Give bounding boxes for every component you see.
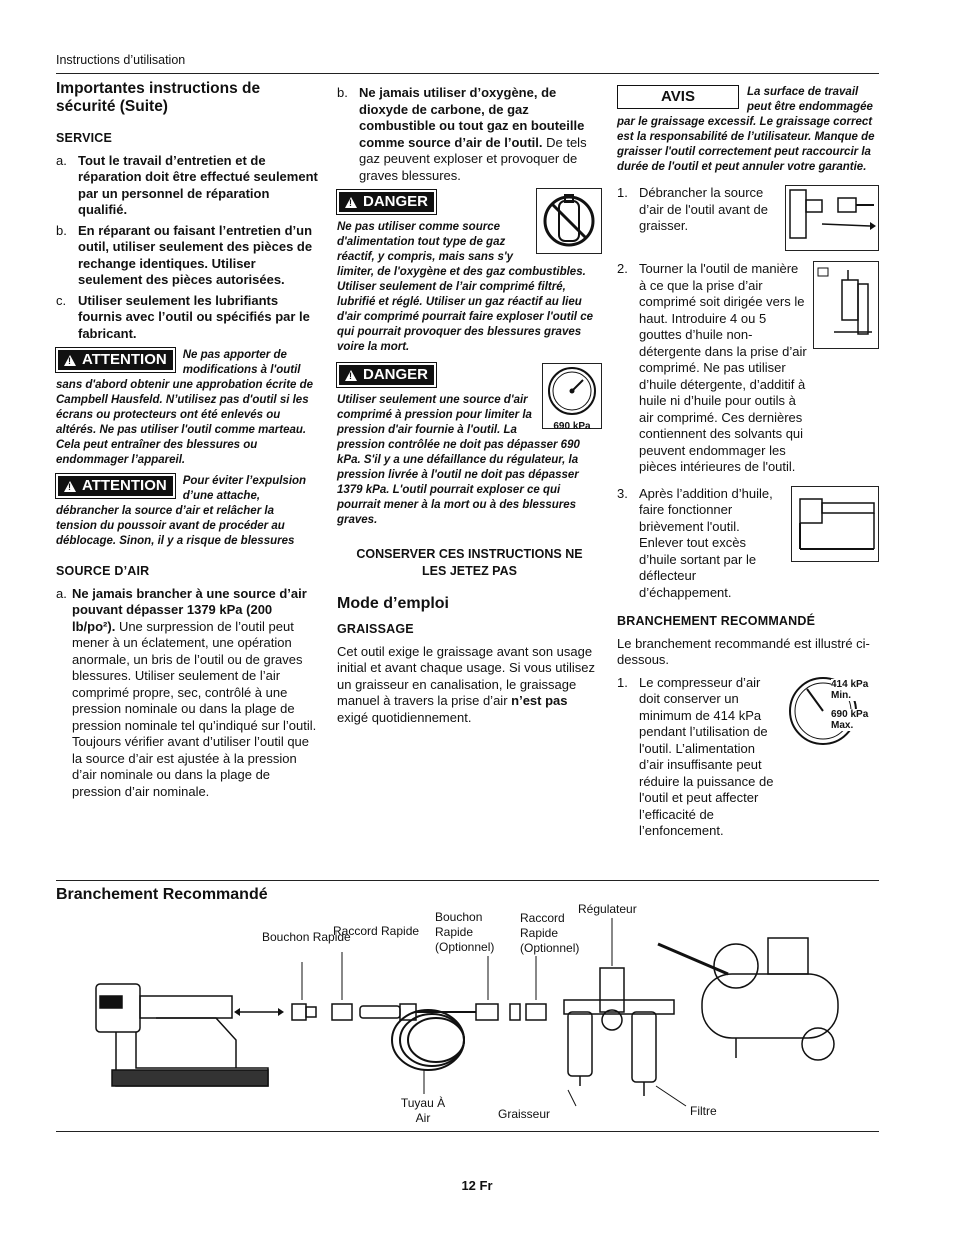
pressure-gauge-icon <box>542 363 602 432</box>
attention-text: Ne pas apporter de modifications à l'outil sans d'abord obtenir une approbation écrite de Campbell Hausfeld. N’utilisez pas d'outil si les écrans ou protecteurs ont été enlevés ou altérés. Ne pas utiliser l'outil comme marteau. Cela peut entraîner des blessures ou endommager l’appareil. <box>56 349 314 466</box>
danger-badge: ! DANGER <box>337 190 436 214</box>
page-header: Instructions d’utilisation <box>56 53 186 67</box>
label-bouchon-rapide: Bouchon Rapide <box>262 930 351 944</box>
air-source-heading: SOURCE D’AIR <box>56 564 150 578</box>
label-filtre: Filtre <box>690 1104 717 1118</box>
avis-text: La surface de travail peut être endommagée par le graissage excessif. Le graissage correct est la responsabilité de l’utilisateur. Manque de graisser l'outil correctement peut raccourcir la durée de l'outil et peut annuler votre garantie. <box>617 86 875 173</box>
step-1 <box>617 185 879 253</box>
diagram-divider-top <box>56 880 879 881</box>
page-number: 12 Fr <box>461 1178 493 1193</box>
list-item: b. Ne jamais utiliser d’oxygène, de dioxyde de carbone, de gaz combustible ou tout gaz en bouteille comme source d’air de l’outil. De tels gaz peuvent exploser et provoquer de graves blessures. <box>337 85 587 183</box>
list-item: 1. Le compresseur d’air doit conserver un minimum de 414 kPa pendant l’utilisation de l'outil. L’alimentation d’air insuffisante peut réduire la puissance de l'outil et peut affecter l’efficacité de l’enfoncement. <box>617 674 774 838</box>
graissage-heading: GRAISSAGE <box>337 622 414 636</box>
diagram-title: Branchement Recommandé <box>56 886 268 903</box>
list-item: c. Utiliser seulement les lubrifiants fournis avec l’outil ou spécifiés par le fabricant. <box>56 292 310 341</box>
gauge-label: 690 kPa <box>553 420 591 432</box>
diagram-divider-bottom <box>56 1131 879 1132</box>
avis-badge: AVIS <box>617 85 739 109</box>
connection-diagram <box>56 900 879 1128</box>
label-tuyau: Tuyau À Air <box>400 1096 446 1125</box>
step-3 <box>617 486 879 606</box>
danger-badge: ! DANGER <box>337 363 436 387</box>
avis-block <box>617 85 879 175</box>
oil-drops-figure <box>813 261 879 349</box>
label-bouchon-optionnel: Bouchon Rapide (Optionnel) <box>435 910 495 954</box>
attention-badge: ! ATTENTION <box>56 348 175 372</box>
attention-block-2 <box>56 474 318 549</box>
warning-icon <box>64 481 76 492</box>
service-heading: SERVICE <box>56 131 113 145</box>
run-tool-figure <box>791 486 879 562</box>
service-list <box>56 153 318 343</box>
branch-step <box>617 675 879 844</box>
danger-text: Ne pas utiliser comme source d'alimentation tout type de gaz réactif, y compris, mais sans s'y limiter, de l'oxygène et des gaz combustibles. Utiliser seulement de l’air comprimé filtré, lubrifié et réglé. Utiliser un gaz réactif au lieu d'air comprimé pourrait faire exploser l'outil ce qui pourrait provoquer des blessures graves voire la mort. <box>337 221 593 353</box>
air-compressor-icon <box>658 938 838 1060</box>
column-2 <box>337 85 602 726</box>
label-graisseur: Graisseur <box>498 1107 551 1121</box>
frl-unit-icon <box>564 968 674 1096</box>
air-source-item: a. Ne jamais brancher à une source d’air pouvant dépasser 1379 kPa (200 lb/po²). Une surpression de l’outil peut mener à un éclatement, une opération anormale, un bris de l’outil ou de graves blessures. Utiliser seulement de l’air comprimé propre, sec, contrôlé à une pression nominale ou dans la plage de pression nominale tel qu’indiqué sur l’outil. Toujours vérifier avant d’utiliser l’outil que la source d’air est ajustée à la pression d’air nominale ou dans la plage de pression d’air nominale. <box>56 585 317 799</box>
attention-badge: ! ATTENTION <box>56 474 175 498</box>
gauge-min-label: 414 kPa Min. <box>831 679 879 701</box>
gauge-max-label: 690 kPa Max. <box>831 709 879 731</box>
list-item: 1. Débrancher la source d’air de l'outil avant de graisser. <box>617 185 768 233</box>
branch-intro: Le branchement recommandé est illustré ci-dessous. <box>617 635 870 667</box>
warning-icon <box>64 355 76 366</box>
label-regulateur: Régulateur <box>578 902 637 916</box>
list-item: b. En réparant ou faisant l’entretien d’un outil, utiliser seulement des pièces de rechange identiques. Utiliser seulement des pièces autorisées. <box>56 222 313 287</box>
graissage-text: Cet outil exige le graissage avant son usage initial et avant chaque usage. Si vous utilisez un graisseur en canalisation, le graissage manuel à travers la prise d’air n’est pas exigé quotidiennement. <box>337 643 595 725</box>
attention-block-1 <box>56 348 318 468</box>
step-2 <box>617 261 879 480</box>
conserve-notice: CONSERVER CES INSTRUCTIONS NE LES JETEZ PAS <box>356 547 583 578</box>
section-heading: Importantes instructions de sécurité (Suite) <box>56 80 261 115</box>
warning-icon <box>345 197 357 208</box>
danger-text: Utiliser seulement une source d'air comprimé à pression pour limiter la pression d'air fournie à l'outil. La pression contrôlée ne doit pas dépasser 690 kPa. S'il y a une défaillance du régulateur, la pression livrée à l'outil ne doit pas dépasser 1379 kPa. L'outil pourrait exploser ce qui pourrait mener à la mort ou à des blessures graves. <box>337 394 580 526</box>
danger-block-1 <box>337 190 602 355</box>
list-item: 3. Après l’addition d’huile, faire fonctionner brièvement l'outil. Enlever tout excès d’huile sortant par le déflecteur d’échappement. <box>617 485 773 600</box>
stapler-tool-icon <box>96 984 268 1086</box>
attention-text: Pour éviter l’expulsion d’une attache, débrancher la source d’air et relâcher la tension du poussoir avant de procéder au déblocage. Sinon, il y a risque de blessures <box>56 475 307 547</box>
label-raccord-optionnel: Raccord Rapide (Optionnel) <box>520 911 580 955</box>
column-1 <box>56 80 318 804</box>
warning-icon <box>345 370 357 381</box>
column-3 <box>617 85 879 844</box>
min-max-gauge-icon <box>785 675 879 747</box>
list-item: 2. Tourner la l'outil de manière à ce que la prise d’air comprimé soit dirigée vers le haut. Introduire 4 ou 5 gouttes d’huile non-détergente dans la prise d’air comprimé. Ne pas utiliser d’huile détergente, d’additif à huile ni d’huile pour outils à air comprimé. Ces dernières contiennent des solvants qui peuvent endommager les pièces intérieures de l'outil. <box>617 261 807 474</box>
mode-heading: Mode d’emploi <box>337 595 449 612</box>
air-hose-icon <box>392 1010 476 1070</box>
danger-block-2 <box>337 363 602 528</box>
header-divider <box>56 73 879 74</box>
branch-heading: BRANCHEMENT RECOMMANDÉ <box>617 614 816 628</box>
label-raccord-rapide: Raccord Rapide <box>333 924 420 938</box>
connection-illustration <box>56 900 879 1128</box>
list-item: a. Tout le travail d’entretien et de réparation doit être effectué seulement par un personnel de réparation qualifié. <box>56 152 318 217</box>
disconnect-tool-figure <box>785 185 879 251</box>
no-gas-cylinder-icon <box>536 188 602 254</box>
